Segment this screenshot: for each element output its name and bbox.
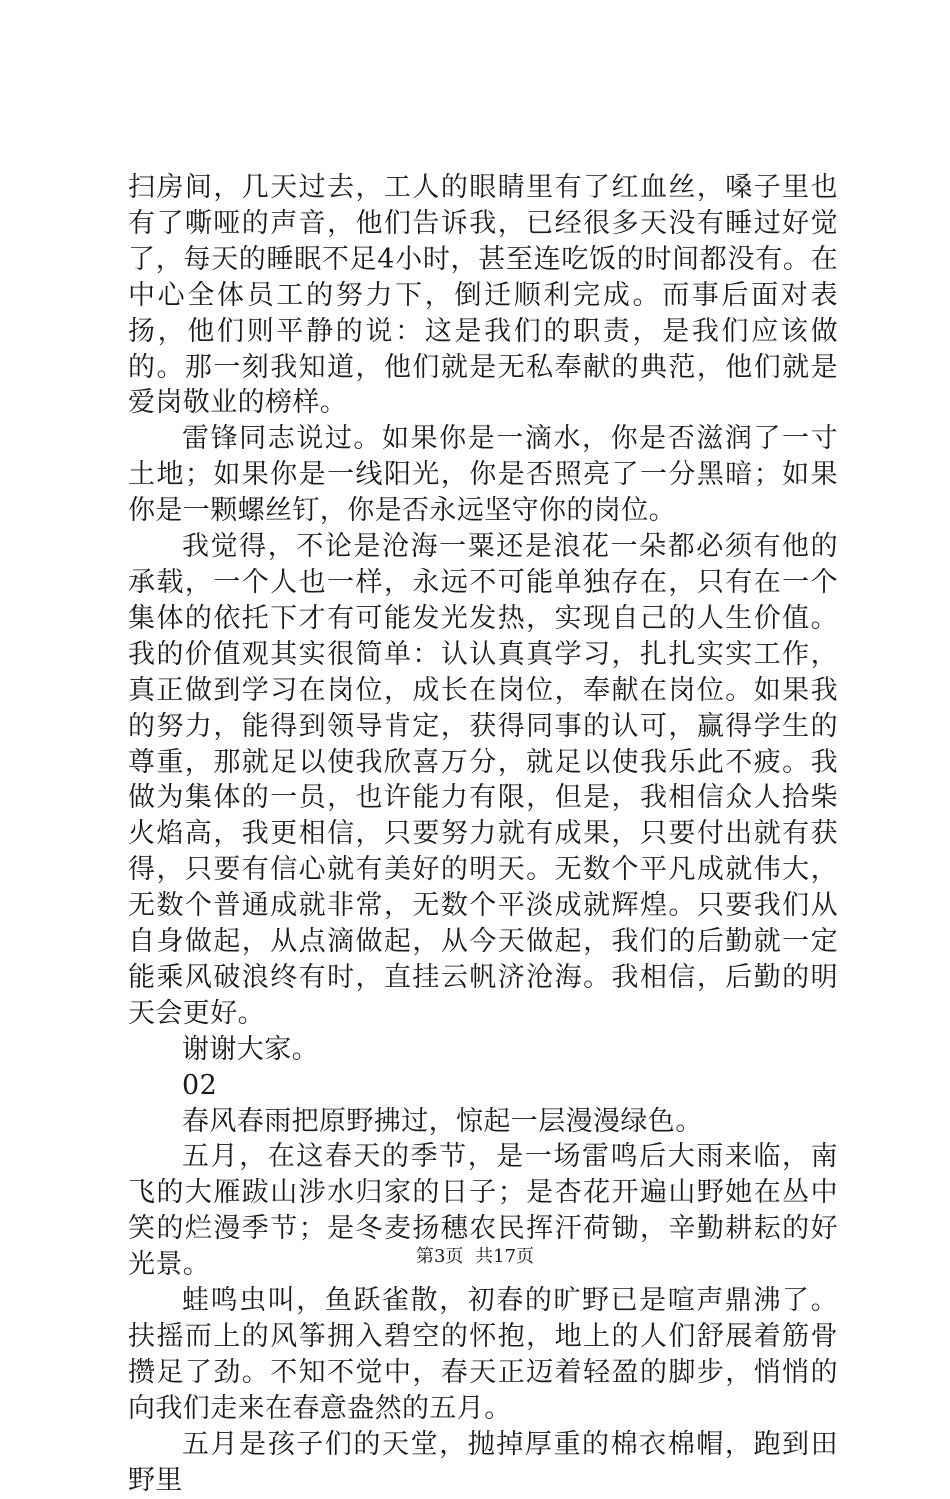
page-total: 共17页	[475, 1246, 535, 1267]
paragraph: 雷锋同志说过。如果你是一滴水，你是否滋润了一寸土地；如果你是一线阳光，你是否照亮了一分黑暗；如果你是一颗螺丝钉，你是否永远坚守你的岗位。	[128, 423, 838, 527]
paragraph: 扫房间，几天过去，工人的眼睛里有了红血丝，嗓子里也有了嘶哑的声音，他们告诉我，已经很多天没有睡过好觉了，每天的睡眠不足4小时，甚至连吃饭的时间都没有。在中心全体员工的努力下，倒迁顺利完成。而事后面对表扬，他们则平静的说：这是我们的职责，是我们应该做的。那一刻我知道，他们就是无私奉献的典范，他们就是爱岗敬业的榜样。	[128, 172, 838, 419]
paragraph: 我觉得，不论是沧海一粟还是浪花一朵都必须有他的承载，一个人也一样，永远不可能单独存在，只有在一个集体的依托下才有可能发光发热，实现自己的人生价值。我的价值观其实很简单：认认真真学习，扎扎实实工作，真正做到学习在岗位，成长在岗位，奉献在岗位。如果我的努力，能得到领导肯定，获得同事的认可，赢得学生的尊重，那就足以使我欣喜万分，就足以使我乐此不疲。我做为集体的一员，也许能力有限，但是，我相信众人拾柴火焰高，我更相信，只要努力就有成果，只要付出就有获得，只要有信心就有美好的明天。无数个平凡成就伟大，无数个普通成就非常，无数个平淡成就辉煌。只要我们从自身做起，从点滴做起，从今天做起，我们的后勤就一定能乘风破浪终有时，直挂云帆济沧海。我相信，后勤的明天会更好。	[128, 531, 838, 1029]
page-number: 第3页	[415, 1246, 464, 1267]
paragraph: 五月是孩子们的天堂，抛掉厚重的棉衣棉帽，跑到田野里	[128, 1428, 838, 1496]
paragraph: 五月，在这春天的季节，是一场雷鸣后大雨来临，南飞的大雁跋山涉水归家的日子；是杏花开遍山野她在丛中笑的烂漫季节；是冬麦扬穗农民挥汗荷锄，辛勤耕耘的好光景。	[128, 1141, 838, 1281]
document-body	[128, 170, 838, 1499]
section-number: 02	[182, 1069, 218, 1101]
paragraph: 蛙鸣虫叫，鱼跃雀散，初春的旷野已是喧声鼎沸了。扶摇而上的风筝拥入碧空的怀抱，地上的人们舒展着筋骨攒足了劲。不知不觉中，春天正迈着轻盈的脚步，悄悄的向我们走来在春意盎然的五月。	[128, 1285, 838, 1424]
page-footer	[0, 1242, 950, 1268]
paragraph: 春风春雨把原野拂过，惊起一层漫漫绿色。	[182, 1105, 703, 1137]
paragraph: 谢谢大家。	[182, 1033, 319, 1065]
